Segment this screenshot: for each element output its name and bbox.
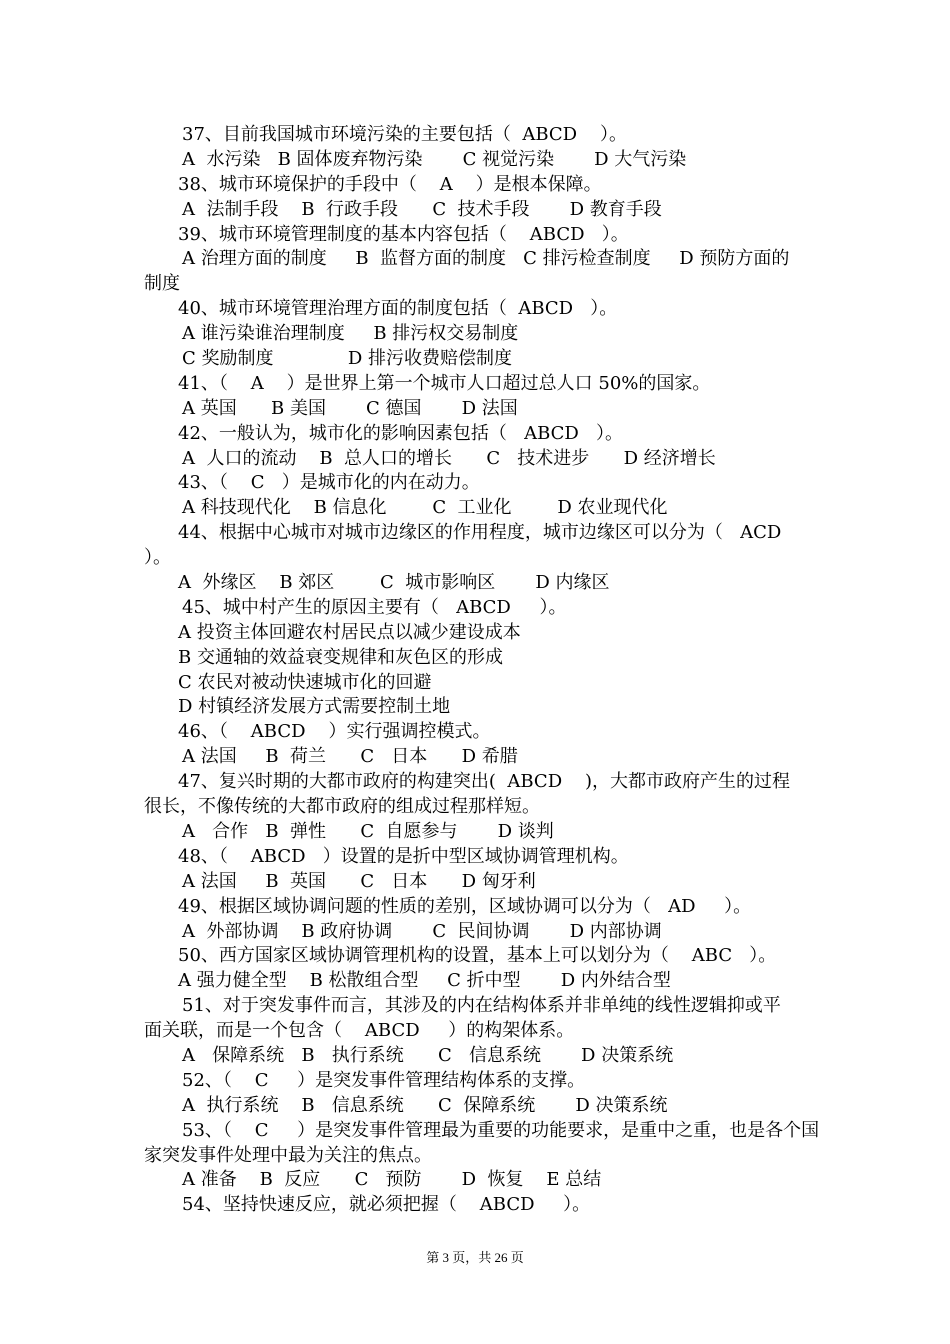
page-footer: 第 3 页，共 26 页 bbox=[426, 1250, 524, 1265]
options-45-c: C 农民对被动快速城市化的回避 bbox=[178, 671, 432, 693]
options-49: A 外部协调 B 政府协调 C 民间协调 D 内部协调 bbox=[182, 920, 662, 942]
question-49: 49、根据区域协调问题的性质的差别，区域协调可以分为（ AD ）。 bbox=[178, 895, 752, 917]
question-40: 40、城市环境管理治理方面的制度包括（ ABCD ）。 bbox=[178, 298, 618, 320]
options-40-line-2: C 奖励制度 D 排污收费赔偿制度 bbox=[182, 348, 513, 370]
options-44: A 外缘区 B 郊区 C 城市影响区 D 内缘区 bbox=[178, 572, 610, 594]
options-46: A 法国 B 荷兰 C 日本 D 希腊 bbox=[182, 746, 518, 768]
question-41: 41、（ A ）是世界上第一个城市人口超过总人口 50%的国家。 bbox=[178, 372, 711, 394]
question-52: 52、（ C ）是突发事件管理结构体系的支撑。 bbox=[182, 1069, 586, 1091]
question-38: 38、城市环境保护的手段中（ A ）是根本保障。 bbox=[178, 173, 602, 195]
question-53: 53、（ C ）是突发事件管理最为重要的功能要求，是重中之重，也是各个国 bbox=[182, 1119, 820, 1141]
question-51-continued: 面关联，而是一个包含（ ABCD ）的构架体系。 bbox=[144, 1020, 575, 1042]
question-42: 42、一般认为，城市化的影响因素包括（ ABCD ）。 bbox=[178, 422, 623, 444]
options-48: A 法国 B 英国 C 日本 D 匈牙利 bbox=[182, 870, 536, 892]
options-47: A 合作 B 弹性 C 自愿参与 D 谈判 bbox=[182, 820, 554, 842]
question-39: 39、城市环境管理制度的基本内容包括（ ABCD ）。 bbox=[178, 223, 629, 245]
question-43: 43、（ C ）是城市化的内在动力。 bbox=[178, 472, 480, 494]
options-45-b: B 交通轴的效益衰变规律和灰色区的形成 bbox=[178, 646, 503, 668]
options-45-d: D 村镇经济发展方式需要控制土地 bbox=[178, 696, 451, 718]
question-37: 37、目前我国城市环境污染的主要包括（ ABCD ）。 bbox=[182, 124, 627, 145]
options-41: A 英国 B 美国 C 德国 D 法国 bbox=[182, 397, 518, 419]
question-45: 45、城中村产生的原因主要有（ ABCD ）。 bbox=[182, 596, 567, 618]
options-39-continued: 制度 bbox=[144, 273, 180, 295]
question-44-continued: ）。 bbox=[144, 547, 171, 569]
question-50: 50、西方国家区域协调管理机构的设置，基本上可以划分为（ ABC ）。 bbox=[178, 945, 777, 967]
question-53-continued: 家突发事件处理中最为关注的焦点。 bbox=[144, 1144, 432, 1166]
options-40-line-1: A 谁污染谁治理制度 B 排污权交易制度 bbox=[182, 323, 519, 345]
question-54: 54、坚持快速反应，就必须把握（ ABCD ）。 bbox=[182, 1194, 591, 1216]
question-47: 47、复兴时期的大都市政府的构建突出( ABCD )，大都市政府产生的过程 bbox=[178, 771, 791, 793]
options-52: A 执行系统 B 信息系统 C 保障系统 D 决策系统 bbox=[182, 1094, 668, 1116]
question-47-continued: 很长，不像传统的大都市政府的组成过程那样短。 bbox=[144, 796, 540, 818]
options-42: A 人口的流动 B 总人口的增长 C 技术进步 D 经济增长 bbox=[182, 447, 716, 469]
options-45-a: A 投资主体回避农村居民点以减少建设成本 bbox=[178, 621, 521, 643]
question-51: 51、对于突发事件而言，其涉及的内在结构体系并非单纯的线性逻辑抑或平 bbox=[182, 995, 781, 1017]
options-38: A 法制手段 B 行政手段 C 技术手段 D 教育手段 bbox=[182, 198, 662, 220]
options-51: A 保障系统 B 执行系统 C 信息系统 D 决策系统 bbox=[182, 1044, 674, 1066]
question-48: 48、（ ABCD ）设置的是折中型区域协调管理机构。 bbox=[178, 845, 629, 867]
options-39: A 治理方面的制度 B 监督方面的制度 C 排污检查制度 D 预防方面的 bbox=[182, 248, 790, 270]
question-44: 44、根据中心城市对城市边缘区的作用程度，城市边缘区可以分为（ ACD bbox=[178, 522, 782, 544]
options-43: A 科技现代化 B 信息化 C 工业化 D 农业现代化 bbox=[182, 497, 668, 519]
options-37: A 水污染 B 固体废弃物污染 C 视觉污染 D 大气污染 bbox=[182, 148, 687, 170]
question-46: 46、（ ABCD ）实行强调控模式。 bbox=[178, 721, 491, 743]
options-50: A 强力健全型 B 松散组合型 C 折中型 D 内外结合型 bbox=[178, 970, 671, 992]
page-content bbox=[144, 123, 820, 1218]
options-53: A 准备 B 反应 C 预防 D 恢复 E 总结 bbox=[182, 1169, 602, 1191]
